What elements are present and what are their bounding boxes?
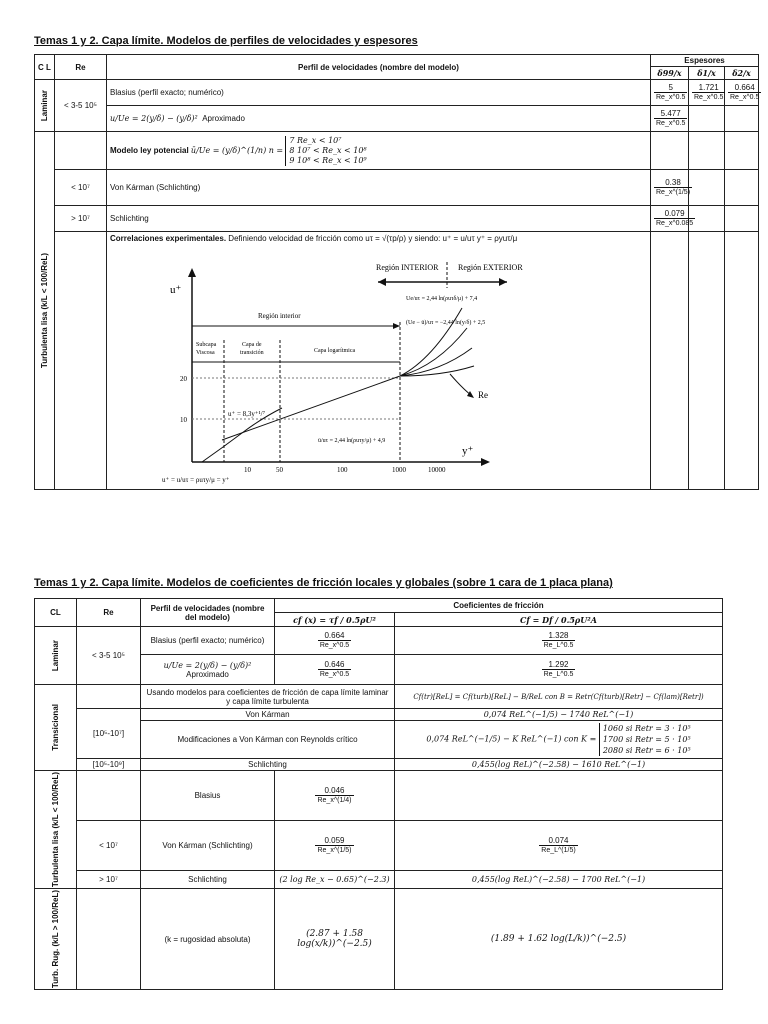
fig-re-label: Re bbox=[478, 390, 488, 400]
fig-eq-exterior-1: Ue/uτ = 2,44 ln(ρuτδ/μ) + 7,4 bbox=[406, 296, 478, 302]
blasius2-profile: Blasius (perfil exacto; numérico) bbox=[141, 627, 275, 655]
fig-xtick-1000: 1000 bbox=[392, 466, 406, 474]
t-sch-re: > 10⁷ bbox=[77, 871, 141, 889]
fig-ytick-20: 20 bbox=[180, 375, 187, 383]
approx2-profile bbox=[141, 655, 275, 685]
profile-header: Perfil de velocidades (nombre del modelo) bbox=[107, 55, 651, 80]
power-law-label: Modelo ley potencial bbox=[110, 145, 189, 155]
t-vk-cf: $\frac{0.059}{Re\_x\^{}(1/5)}$ bbox=[317, 836, 352, 855]
laminar-cl-cell bbox=[35, 80, 55, 132]
trans-mod-cell bbox=[395, 721, 723, 759]
fig-viscosa: Viscosa bbox=[196, 350, 215, 356]
blasius-profile: Blasius (perfil exacto; numérico) bbox=[107, 80, 651, 106]
cl-header: C L bbox=[35, 55, 55, 80]
vk-re: < 10⁷ bbox=[55, 170, 107, 206]
fig-region-exterior-top: Región EXTERIOR bbox=[458, 263, 523, 272]
blasius-d2: $\frac{0.664}{Re\_x\^{}0.5}$ bbox=[730, 83, 760, 101]
t-blasius-cf: $\frac{0.046}{Re\_x\^{}(1/4)}$ bbox=[317, 786, 352, 805]
trans-row1-formula: Cf(tr)[ReL] = Cf(turb)[ReL] − B/ReL con B = Retr(Cf(turb)[Retr] − Cf(lam)[Retr]) bbox=[395, 685, 723, 709]
coef-header: Coeficientes de fricción bbox=[275, 599, 723, 613]
fig-eq-exterior-2: (Ue − ū)/uτ = −2,44 ln(y/δ) + 2,5 bbox=[406, 320, 486, 326]
trans-row1: Usando modelos para coeficientes de fricción de capa límite laminar y capa límite turbulenta bbox=[141, 685, 395, 709]
t-sch-profile: Schlichting bbox=[141, 871, 275, 889]
t-sch-cf: (2 log Re_x − 0.65)^(−2.3) bbox=[275, 871, 395, 889]
approx-formula: u/Ue = 2(y/δ) − (y/δ)² bbox=[110, 114, 198, 123]
rough-CF: (1.89 + 1.62 log(L/k))^(−2.5) bbox=[395, 889, 723, 990]
power-law-profile bbox=[107, 132, 651, 170]
sch-re: > 10⁷ bbox=[55, 206, 107, 232]
laminar2-re: < 3-5 10⁵ bbox=[77, 627, 141, 685]
fig-eq-power: u⁺ = 8,3y⁺¹/⁷ bbox=[228, 410, 266, 418]
d1-header: δ1/x bbox=[689, 67, 725, 80]
blasius-cf: $\frac{0.664}{Re\_x\^{}0.5}$ bbox=[319, 631, 350, 649]
corr-text: Definiendo velocidad de fricción como uτ = √(τp/ρ) y siendo: u⁺ = u/uτ y⁺ = ρyuτ/μ bbox=[228, 234, 518, 243]
fig-xtick-50: 50 bbox=[276, 466, 283, 474]
blasius-d99: $\frac{5}{Re\_x\^{}0.5}$ bbox=[656, 83, 686, 101]
fig-region-interior: Región interior bbox=[258, 312, 301, 320]
trans-mod-formula: 0,074 ReL^(−1/5) − K ReL^(−1) con K = bbox=[426, 734, 597, 744]
profile2-header: Perfil de velocidades (nombre del modelo) bbox=[141, 599, 275, 627]
trans-re: [10⁵-10⁷] bbox=[77, 709, 141, 759]
re2-header: Re bbox=[77, 599, 141, 627]
approx2-formula: u/Ue = 2(y/δ) − (y/δ)² bbox=[163, 660, 252, 670]
power-law-formula: ū/Ue = (y/δ)^(1/n) n = bbox=[190, 145, 284, 155]
d2-header: δ2/x bbox=[725, 67, 759, 80]
trans-mod: Modificaciones a Von Kárman con Reynolds crítico bbox=[141, 721, 395, 759]
blasius-d1: $\frac{1.721}{Re\_x\^{}0.5}$ bbox=[694, 83, 724, 101]
fig-region-interior-top: Región INTERIOR bbox=[376, 263, 439, 272]
laminar2-label: Laminar bbox=[51, 639, 60, 672]
power-case-2: 8 10⁷ < Re_x < 10⁸ bbox=[289, 145, 367, 155]
law-of-wall-figure bbox=[162, 248, 562, 484]
t-vk-re: < 10⁷ bbox=[77, 821, 141, 871]
trans-vk: Von Kárman bbox=[141, 709, 395, 721]
vk-d99: $\frac{0.38}{Re\_x\^{}(1/5)}$ bbox=[656, 178, 691, 196]
fig-yplus-label: y⁺ bbox=[462, 445, 474, 457]
rough-profile: (k = rugosidad absoluta) bbox=[141, 889, 275, 990]
fig-eq-log: ū/uτ = 2,44 ln(ρuτy/μ) + 4,9 bbox=[318, 438, 386, 444]
doc1-title: Temas 1 y 2. Capa límite. Modelos de perfiles de velocidades y espesores bbox=[34, 35, 418, 47]
fig-xtick-10: 10 bbox=[244, 466, 251, 474]
friction-table bbox=[34, 598, 723, 990]
doc2-title: Temas 1 y 2. Capa límite. Modelos de coeficientes de fricción locales y globales (sobre 1 cara de 1 placa plana) bbox=[34, 577, 613, 589]
correlations-cell bbox=[107, 232, 651, 490]
fig-capa-de: Capa de bbox=[242, 342, 262, 348]
t-vk-CF: $\frac{0.074}{Re\_L\^{}(1/5)}$ bbox=[541, 836, 576, 855]
d99-header: δ99/x bbox=[651, 67, 689, 80]
power-case-3: 9 10⁸ < Re_x < 10⁹ bbox=[289, 155, 367, 165]
approx2-label: Aproximado bbox=[186, 669, 229, 679]
t-vk-profile: Von Kárman (Schlichting) bbox=[141, 821, 275, 871]
turb-cl-cell bbox=[35, 132, 55, 490]
espesores-header: Espesores bbox=[651, 55, 759, 67]
approx-CF: $\frac{1.292}{Re\_L\^{}0.5}$ bbox=[543, 660, 574, 678]
t-sch-CF: 0,455(log ReL)^(−2.58) − 1700 ReL^(−1) bbox=[395, 871, 723, 889]
sch-d99: $\frac{0.079}{Re\_x\^{}0.085}$ bbox=[656, 209, 694, 227]
profiles-table bbox=[34, 54, 759, 490]
t-blasius-profile: Blasius bbox=[141, 771, 275, 821]
cf-local-header: cf (x) = τf / 0.5ρU² bbox=[275, 613, 395, 627]
fig-uplus-label: u⁺ bbox=[170, 284, 182, 296]
fig-ytick-10: 10 bbox=[180, 416, 187, 424]
trans-case-3: 2080 si Retr = 6 · 10⁵ bbox=[602, 746, 691, 755]
trans-sch: Schlichting bbox=[141, 759, 395, 771]
turb-label: Turbulenta lisa (k/L < 100/ReL) bbox=[40, 252, 49, 369]
re-header: Re bbox=[55, 55, 107, 80]
laminar-re: < 3-5 10⁵ bbox=[55, 80, 107, 132]
trans-sch-formula: 0,455(log ReL)^(−2.58) − 1610 ReL^(−1) bbox=[395, 759, 723, 771]
rough-cf: (2.87 + 1.58 log(x/k))^(−2.5) bbox=[275, 889, 395, 990]
trans-case-2: 1700 si Retr = 5 · 10⁵ bbox=[602, 735, 691, 744]
trans-sch-re: [10⁵-10⁹] bbox=[77, 759, 141, 771]
approx-label: Aproximado bbox=[202, 114, 245, 123]
approx-cf: $\frac{0.646}{Re\_x\^{}0.5}$ bbox=[319, 660, 350, 678]
sch-profile: Schlichting bbox=[107, 206, 651, 232]
trans-case-1: 1060 si Retr = 3 · 10⁵ bbox=[602, 724, 691, 733]
fig-transicion: transición bbox=[240, 350, 264, 356]
laminar-label: Laminar bbox=[40, 89, 49, 122]
cf-global-header: Cf = Df / 0.5ρU²A bbox=[395, 613, 723, 627]
trans-vk-formula: 0,074 ReL^(−1/5) − 1740 ReL^(−1) bbox=[395, 709, 723, 721]
fig-xtick-100: 100 bbox=[337, 466, 348, 474]
fig-subcapa: Subcapa bbox=[196, 342, 217, 348]
fig-xtick-10000: 10000 bbox=[428, 466, 446, 474]
power-case-1: 7 Re_x < 10⁷ bbox=[289, 135, 342, 145]
vk-profile: Von Kárman (Schlichting) bbox=[107, 170, 651, 206]
blasius-CF: $\frac{1.328}{Re\_L\^{}0.5}$ bbox=[543, 631, 574, 649]
rough-label: Turb. Rug. (k/L > 100/ReL) bbox=[51, 890, 60, 989]
fig-capa-log: Capa logarítmica bbox=[314, 348, 356, 354]
corr-label: Correlaciones experimentales. bbox=[110, 234, 227, 243]
cl2-header: CL bbox=[35, 599, 77, 627]
trans-label: Transicional bbox=[51, 704, 60, 751]
turb2-label: Turbulenta lisa (k/L < 100/ReL) bbox=[51, 772, 60, 888]
approx-d99: $\frac{5.477}{Re\_x\^{}0.5}$ bbox=[656, 109, 686, 127]
approx-profile bbox=[107, 106, 651, 132]
fig-eq-visc: u⁺ = u/uτ = ρuτy/μ = y⁺ bbox=[162, 476, 230, 484]
